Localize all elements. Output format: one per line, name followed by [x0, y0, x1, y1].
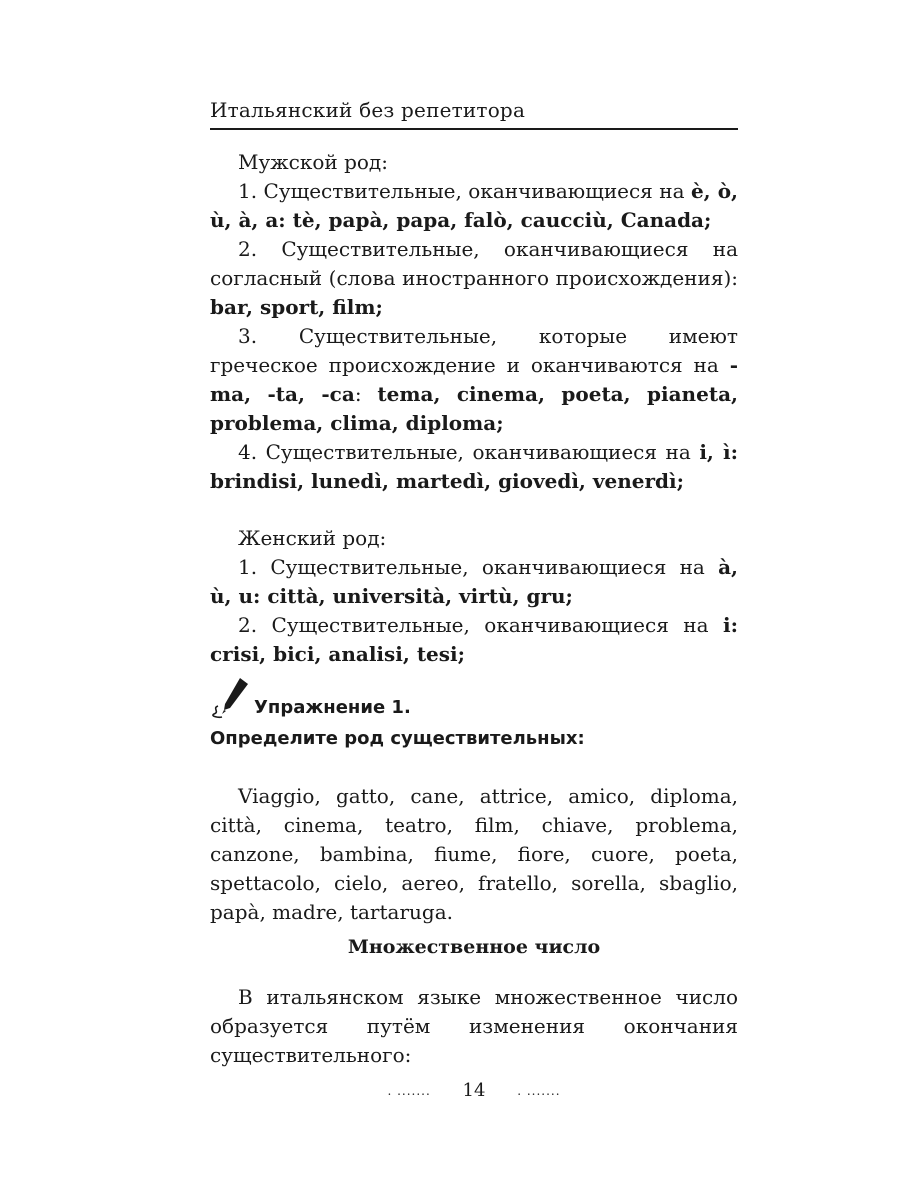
exercise-title: Упражнение 1. — [254, 697, 411, 718]
exercise-block — [210, 676, 738, 749]
exercise-words — [210, 782, 738, 927]
page-footer — [210, 1080, 738, 1101]
masculine-rule-3: 3. Существительные, которые имеют греческое происхождение и оканчиваются на -ma, -ta, -ca: tema, cinema, poeta, pianeta, problema, clima, diploma; — [210, 324, 738, 435]
masculine-rule-2: 2. Существительные, оканчивающиеся на согласный (слова иностранного происхождения): bar, sport, film; — [210, 237, 738, 319]
masculine-rule-4: 4. Существительные, оканчивающиеся на i, ì: brindisi, lunedì, martedì, giovedì, venerdì; — [210, 440, 738, 493]
page-number: 14 — [462, 1080, 486, 1101]
feminine-rule-1: 1. Существительные, оканчивающиеся на à, ù, u: città, università, virtù, gru; — [210, 555, 738, 608]
exercise-task: Определите род существительных: — [210, 728, 585, 749]
running-header: Итальянский без репетитора — [210, 98, 526, 122]
gender-rules — [210, 148, 738, 669]
word-list: Viaggio, gatto, cane, attrice, amico, diploma, città, cinema, teatro, film, chiave, problema, canzone, bambina, fiume, fiore, cuore, poeta, spettacolo, cielo, aereo, fratello, sorella, sbaglio, papà, madre, tartaruga. — [210, 784, 738, 924]
header-rule — [210, 128, 738, 130]
fountain-pen-icon — [210, 676, 250, 720]
plural-text: В итальянском языке множественное число образуется путём изменения окончания существительного: — [210, 985, 738, 1067]
feminine-rule-2: 2. Существительные, оканчивающиеся на i: crisi, bici, analisi, tesi; — [210, 613, 738, 666]
masculine-heading: Мужской род: — [238, 150, 388, 174]
masculine-rule-1: 1. Существительные, оканчивающиеся на è, ò, ù, à, a: tè, papà, papa, falò, caucciù, Canada; — [210, 179, 738, 232]
plural-paragraph — [210, 983, 738, 1070]
feminine-heading: Женский род: — [238, 526, 387, 550]
footer-dots-left: . ....... — [387, 1084, 431, 1098]
footer-dots-right: . ....... — [517, 1084, 561, 1098]
section-heading: Множественное число — [347, 936, 601, 958]
